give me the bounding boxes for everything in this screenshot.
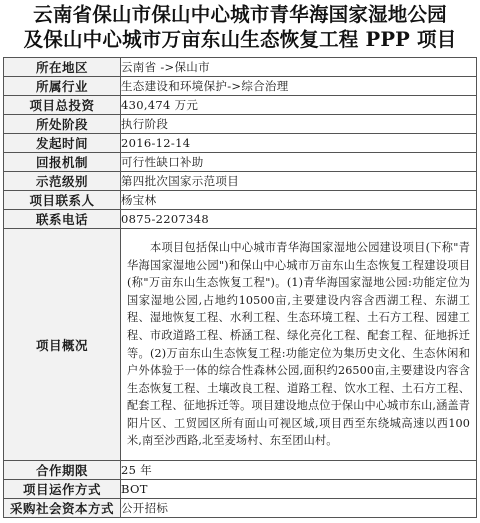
value-demo-level: 第四批次国家示范项目	[121, 172, 477, 191]
value-region: 云南省 ->保山市	[121, 58, 477, 77]
row-contact	[4, 191, 477, 210]
value-phone: 0875-2207348	[121, 210, 477, 229]
label-start-date: 发起时间	[4, 134, 121, 153]
value-operation-mode: BOT	[121, 480, 477, 499]
value-return-mechanism: 可行性缺口补助	[121, 153, 477, 172]
value-overview: 本项目包括保山中心城市青华海国家湿地公园建设项目(下称"青华海国家湿地公园")和保山中心城市万亩东山生态恢复工程建设项目(称"万亩东山生态恢复工程")。(1)青华海国家湿地公园:功能定位为国家湿地公园,占地约10500亩,主要建设内容含西湖工程、东湖工程、湿地恢复工程、水利工程、生态环境工程、土石方工程、园建工程、市政道路工程、桥涵工程、绿化亮化工程、配套工程、征地拆迁等。(2)万亩东山生态恢复工程:功能定位为集历史文化、生态休闲和户外体验于一体的综合性森林公园,面积约26500亩,主要建设内容含生态恢复工程、土壤改良工程、道路工程、饮水工程、土石方工程、配套工程、征地拆迁等。项目建设地点位于保山中心城市东山,涵盖青阳片区、工贸园区所有面山可视区域,项目西至东绕城高速以西100米,南至沙西路,北至麦场村、东至团山村。	[121, 229, 477, 461]
title-line-2: 及保山中心城市万亩东山生态恢复工程 PPP 项目	[23, 28, 457, 51]
value-stage: 执行阶段	[121, 115, 477, 134]
label-phone: 联系电话	[4, 210, 121, 229]
row-term	[4, 461, 477, 480]
row-investment	[4, 96, 477, 115]
label-procurement: 采购社会资本方式	[4, 499, 121, 518]
title-line-1: 云南省保山市保山中心城市青华海国家湿地公园	[33, 3, 447, 26]
value-industry: 生态建设和环境保护->综合治理	[121, 77, 477, 96]
value-term: 25 年	[121, 461, 477, 480]
label-investment: 项目总投资	[4, 96, 121, 115]
value-contact: 杨宝林	[121, 191, 477, 210]
value-start-date: 2016-12-14	[121, 134, 477, 153]
label-demo-level: 示范级别	[4, 172, 121, 191]
label-overview: 项目概况	[4, 229, 121, 461]
row-region	[4, 58, 477, 77]
label-term: 合作期限	[4, 461, 121, 480]
label-return-mechanism: 回报机制	[4, 153, 121, 172]
page-title	[0, 0, 480, 55]
row-stage	[4, 115, 477, 134]
label-industry: 所属行业	[4, 77, 121, 96]
value-procurement: 公开招标	[121, 499, 477, 518]
value-investment: 430,474 万元	[121, 96, 477, 115]
project-info-table	[3, 57, 477, 518]
row-start-date	[4, 134, 477, 153]
row-procurement	[4, 499, 477, 518]
row-demo-level	[4, 172, 477, 191]
row-phone	[4, 210, 477, 229]
label-operation-mode: 项目运作方式	[4, 480, 121, 499]
row-operation-mode	[4, 480, 477, 499]
label-region: 所在地区	[4, 58, 121, 77]
row-overview	[4, 229, 477, 461]
label-contact: 项目联系人	[4, 191, 121, 210]
label-stage: 所处阶段	[4, 115, 121, 134]
row-industry	[4, 77, 477, 96]
row-return-mechanism	[4, 153, 477, 172]
